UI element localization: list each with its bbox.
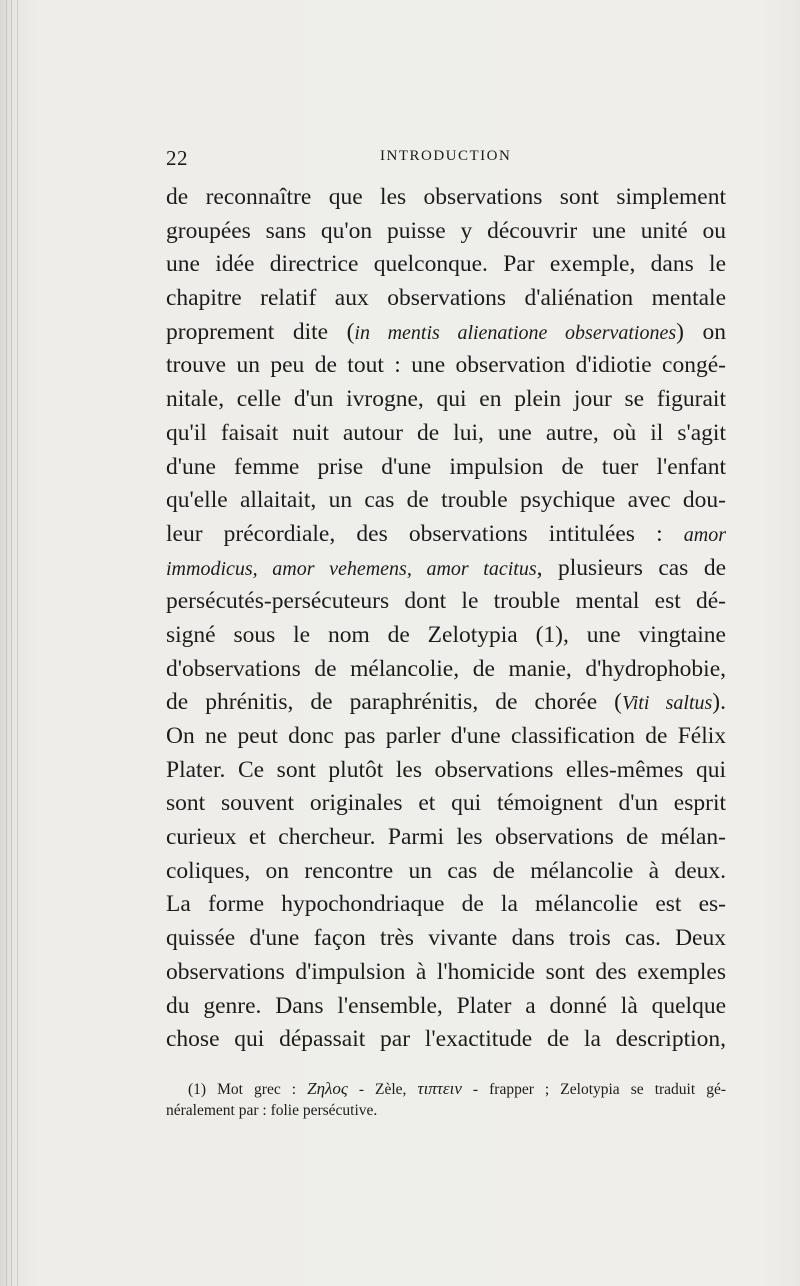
italic-text: amor xyxy=(683,523,726,546)
footnote-marker: (1) xyxy=(188,1081,207,1098)
italic-text: in mentis alienatione observationes xyxy=(354,321,677,344)
binding-shadow-line xyxy=(6,0,7,1286)
text-segment: d'observations de mélancolie, de manie, d'hydrophobie, xyxy=(166,655,726,682)
text-line xyxy=(166,181,726,215)
text-line xyxy=(166,720,726,754)
text-line xyxy=(166,653,726,687)
text-line xyxy=(166,484,726,518)
text-segment: persécutés-persécuteurs dont le trouble mental est dé- xyxy=(166,588,726,615)
text-line xyxy=(166,518,726,552)
text-segment: chapitre relatif aux observations d'aliénation mentale xyxy=(166,285,726,312)
text-line xyxy=(166,552,726,586)
text-segment: , plusieurs cas de xyxy=(536,554,726,581)
text-line xyxy=(166,417,726,451)
text-segment: du genre. Dans l'ensemble, Plater a donné là quelque xyxy=(166,992,726,1019)
text-line xyxy=(166,754,726,788)
text-segment: de reconnaître que les observations sont simplement xyxy=(166,184,726,210)
running-header xyxy=(166,146,726,170)
text-segment: nitale, celle d'un ivrogne, qui en plein jour se figurait xyxy=(166,386,726,413)
text-segment: observations d'impulsion à l'homicide sont des exemples xyxy=(166,958,726,985)
text-line xyxy=(166,215,726,249)
text-line xyxy=(166,888,726,922)
text-line xyxy=(166,922,726,956)
text-line xyxy=(166,619,726,653)
text-segment: Plater. Ce sont plutôt les observations elles-mêmes qui xyxy=(166,756,726,783)
text-segment: leur précordiale, des observations intitulées : xyxy=(166,520,684,547)
text-segment: On ne peut donc pas parler d'une classification de Félix xyxy=(166,723,726,749)
text-line xyxy=(166,787,726,821)
text-line xyxy=(166,349,726,383)
text-line xyxy=(166,585,726,619)
text-line xyxy=(166,1023,726,1057)
text-segment: La forme hypochondriaque de la mélancolie est es- xyxy=(166,891,726,918)
text-segment: d'une femme prise d'une impulsion de tuer l'enfant xyxy=(166,453,726,480)
text-segment: proprement dite ( xyxy=(166,318,355,345)
text-line xyxy=(166,956,726,990)
text-line xyxy=(166,383,726,417)
text-segment: groupées sans qu'on puisse y découvrir une unité ou xyxy=(166,217,726,244)
text-segment: curieux et chercheur. Parmi les observations de mélan- xyxy=(166,824,726,851)
text-segment: ) on xyxy=(676,318,726,345)
footnote-text: - frapper ; Zelotypia se traduit gé- xyxy=(461,1081,726,1098)
page-number: 22 xyxy=(166,146,188,170)
italic-text: Viti saltus xyxy=(622,692,713,715)
text-line xyxy=(166,686,726,720)
text-segment: de phrénitis, de paraphrénitis, de chorée ( xyxy=(166,689,623,716)
footnote-line xyxy=(166,1078,726,1100)
greek-word: τιπτειν xyxy=(417,1079,462,1098)
text-segment: ). xyxy=(712,689,726,716)
binding-shadow-line xyxy=(17,0,18,1286)
footnote-text: Mot grec : xyxy=(217,1081,308,1098)
text-segment: sont souvent originales et qui témoignent d'un esprit xyxy=(166,790,726,817)
text-segment: quissée d'une façon très vivante dans trois cas. Deux xyxy=(166,925,726,952)
footnote xyxy=(166,1078,726,1121)
text-segment: une idée directrice quelconque. Par exemple, dans le xyxy=(166,251,726,278)
footnote-text: - Zèle, xyxy=(347,1081,418,1098)
text-segment: coliques, on rencontre un cas de mélancolie à deux. xyxy=(166,857,726,884)
binding-shadow-line xyxy=(11,0,12,1286)
text-line xyxy=(166,990,726,1024)
text-line xyxy=(166,821,726,855)
text-line xyxy=(166,248,726,282)
running-title: INTRODUCTION xyxy=(380,148,512,164)
text-line xyxy=(166,282,726,316)
text-segment: chose qui dépassait par l'exactitude de la description, xyxy=(166,1026,726,1053)
text-segment: qu'elle allaitait, un cas de trouble psychique avec dou- xyxy=(166,487,726,514)
text-line xyxy=(166,316,726,350)
text-segment: signé sous le nom de Zelotypia (1), une vingtaine xyxy=(166,621,726,648)
body-paragraph xyxy=(166,181,726,1057)
text-segment: qu'il faisait nuit autour de lui, une autre, où il s'agit xyxy=(166,419,726,446)
text-line xyxy=(166,451,726,485)
text-segment: trouve un peu de tout : une observation d'idiotie congé- xyxy=(166,352,726,379)
greek-word: Ζηλος xyxy=(307,1079,348,1098)
italic-text: immodicus, amor vehemens, amor tacitus xyxy=(166,557,537,580)
text-line xyxy=(166,855,726,889)
footnote-line: néralement par : folie persécutive. xyxy=(166,1102,378,1119)
